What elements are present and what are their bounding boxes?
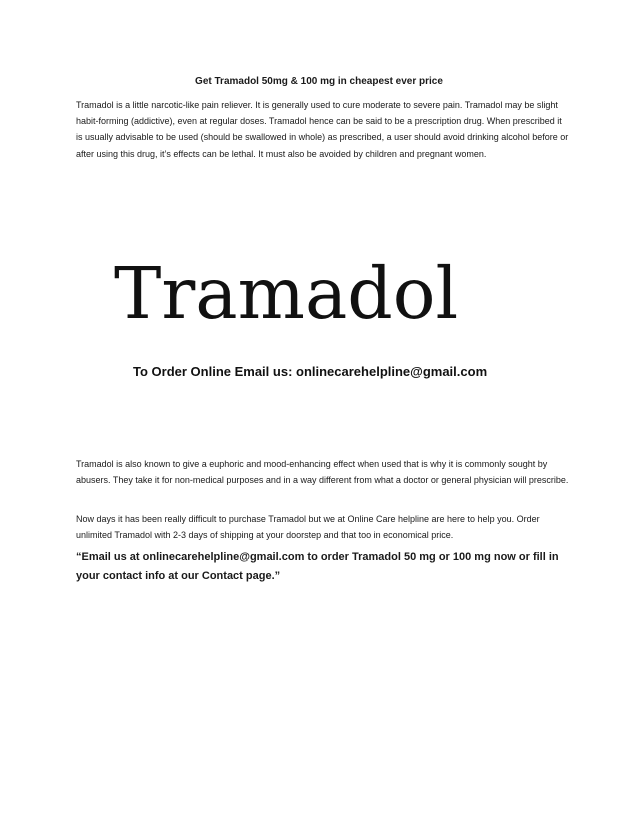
banner-wordmark: Tramadol bbox=[114, 252, 459, 335]
banner-order-line: To Order Online Email us: onlinecarehelpline@gmail.com bbox=[133, 364, 488, 379]
document-title: Get Tramadol 50mg & 100 mg in cheapest ever price bbox=[195, 76, 443, 87]
tramadol-banner-image bbox=[76, 186, 570, 458]
intro-paragraph: Tramadol is a little narcotic-like pain reliever. It is generally used to cure moderate to severe pain. Tramadol may be slight habit-forming (addictive), even at regular doses. Tramadol hence can be said to be a prescription drug. When prescribed it is usually advisable to be used (should be swallowed in whole) as prescribed, a user should avoid drinking alcohol before or after using this drug, it’s effects can be lethal. It must also be avoided by children and pregnant women. bbox=[76, 100, 569, 159]
email-quote: “Email us at onlinecarehelpline@gmail.com to order Tramadol 50 mg or 100 mg now or fill in your contact info at our Contact page.” bbox=[76, 551, 559, 582]
purchase-paragraph: Now days it has been really difficult to purchase Tramadol but we at Online Care helpline are here to help you. Order unlimited Tramadol with 2-3 days of shipping at your doorstep and that too in economical price. bbox=[76, 514, 540, 541]
euphoric-effect-paragraph: Tramadol is also known to give a euphoric and mood-enhancing effect when used that is why it is commonly sought by abusers. They take it for non-medical purposes and in a way different from what a doctor or general physician will prescribe. bbox=[76, 459, 569, 486]
